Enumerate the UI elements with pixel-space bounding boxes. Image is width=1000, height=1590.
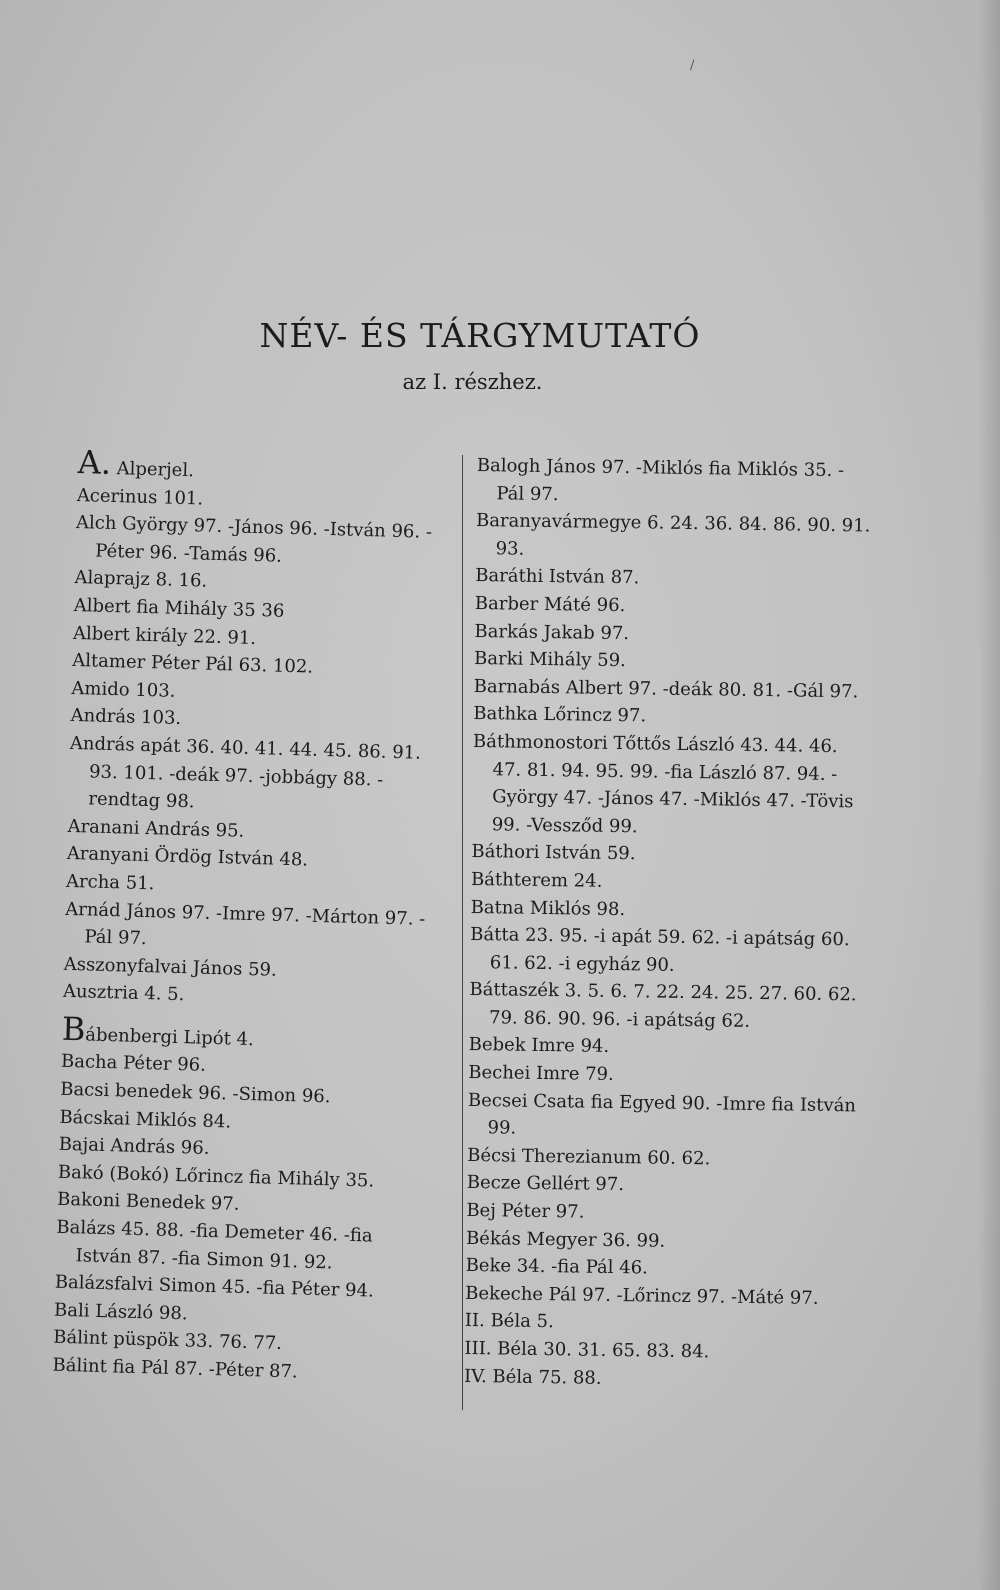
section-initial: A. (77, 443, 112, 482)
index-entry-text: Bakó (Bokó) Lőrincz fia Mihály 35. (57, 1161, 375, 1192)
index-entry: Báthmonostori Tőttős László 43. 44. 46. 47. 81. 94. 95. 99. -fia László 87. 94. -György 47. -János 47. -Miklós 47. -Tövis 99. -Vessződ 99. (472, 730, 854, 837)
index-entry: Beke 34. -fia Pál 46. (465, 1255, 648, 1279)
index-entry-text: Bálint püspök 33. 76. 77. (53, 1327, 283, 1355)
index-entry-text: Bajai András 96. (58, 1133, 210, 1160)
index-entry (55, 1214, 428, 1280)
index-column-right (464, 452, 872, 1396)
index-entry-text: Bálint fia Pál 87. -Péter 87. (52, 1354, 298, 1383)
index-entry: Báthori István 59. (471, 841, 636, 865)
index-entry: Bebek Imre 94. (468, 1034, 610, 1058)
index-entry-text: Alperjel. (110, 457, 195, 482)
index-entry-text: Albert király 22. 91. (72, 622, 257, 649)
index-entry: Báttaszék 3. 5. 6. 7. 22. 24. 25. 27. 60. 62. 79. 86. 90. 96. -i apátság 62. (469, 979, 857, 1032)
column-divider (462, 455, 463, 1410)
index-entry: Békás Megyer 36. 99. (465, 1227, 666, 1252)
index-entry-text: Ausztria 4. 5. (62, 981, 185, 1006)
index-entry: Barnabás Albert 97. -deák 80. 81. -Gál 97. (473, 675, 859, 703)
index-entry: Bekeche Pál 97. -Lőrincz 97. -Máté 97. (465, 1282, 819, 1309)
index-column-left (52, 443, 450, 1390)
index-entry-text: Asszonyfalvai János 59. (63, 953, 278, 981)
index-entry-text: Altamer Péter Pál 63. 102. (71, 650, 314, 678)
index-entry (75, 509, 448, 575)
page-title: NÉV- ÉS TÁRGYMUTATÓ (259, 316, 701, 356)
index-entry: Baráthi István 87. (475, 565, 640, 589)
index-entry: II. Béla 5. (464, 1310, 554, 1333)
index-entry-text: Balázs 45. 88. -fia Demeter 46. -fia István 87. -fia Simon 91. 92. (56, 1216, 373, 1274)
index-entry: Barber Máté 96. (474, 592, 626, 617)
index-entry: III. Béla 30. 31. 65. 83. 84. (464, 1337, 710, 1363)
index-entry-text: Bakoni Benedek 97. (56, 1189, 240, 1216)
index-entry-text: Amido 103. (71, 677, 176, 702)
index-entry-text: ábenbergi Lipót 4. (85, 1024, 255, 1051)
index-entry: Becsei Csata fia Egyed 90. -Imre fia István 99. (467, 1089, 857, 1139)
index-entry: Batna Miklós 98. (470, 896, 626, 920)
pencil-mark: / (690, 58, 695, 73)
index-entry (64, 895, 437, 961)
index-entry-text: Aranani András 95. (67, 815, 245, 842)
index-entry: Becze Gellért 97. (466, 1172, 625, 1196)
index-entry-text: Aranyani Ördög István 48. (66, 843, 309, 871)
index-entry: Báthterem 24. (470, 868, 603, 892)
index-entry-text: Alaprajz 8. 16. (74, 567, 208, 593)
index-entry-text: Bali László 98. (53, 1299, 188, 1325)
index-entry: Baranyavármegye 6. 24. 36. 84. 86. 90. 91. 93. (475, 510, 871, 560)
index-entry: Bathka Lőrincz 97. (473, 703, 647, 727)
index-entry-text: Albert fia Mihály 35 36 (73, 594, 285, 622)
index-entry (68, 730, 442, 823)
index-entry-text: András apát 36. 40. 41. 44. 45. 86. 91. 93. 101. -deák 97. -jobbágy 88. -rendtag 98. (69, 732, 422, 813)
index-entry: Bechei Imre 79. (468, 1062, 614, 1086)
index-entry-text: Arnád János 97. -Imre 97. -Márton 97. -Pál 97. (65, 898, 426, 950)
index-entry: Balogh János 97. -Miklós fia Miklós 35. -Pál 97. (476, 454, 845, 505)
index-entry: Bécsi Therezianum 60. 62. (467, 1144, 711, 1170)
index-entry: Barki Mihály 59. (473, 648, 626, 672)
page-subtitle: az I. részhez. (402, 370, 543, 394)
page-edge-shadow (978, 0, 1000, 1590)
index-entry-text: Archa 51. (65, 870, 155, 895)
index-entry-text: Balázsfalvi Simon 45. -fia Péter 94. (54, 1271, 374, 1302)
index-entry-text: Bácskai Miklós 84. (59, 1106, 232, 1133)
index-entry-text: András 103. (70, 705, 182, 730)
section-initial: B (61, 1009, 86, 1049)
index-entry: Bátta 23. 95. -i apát 59. 62. -i apátság 60. 61. 62. -i egyház 90. (470, 924, 850, 976)
index-entry-text: Acerinus 101. (76, 484, 204, 510)
index-entry: Barkás Jakab 97. (474, 620, 630, 644)
index-entry-text: Bacha Péter 96. (60, 1051, 207, 1077)
index-entry: IV. Béla 75. 88. (463, 1365, 602, 1389)
index-entry-text: Bacsi benedek 96. -Simon 96. (59, 1078, 331, 1108)
index-entry: Bej Péter 97. (466, 1199, 585, 1223)
index-entry-text: Alch György 97. -János 96. -István 96. -Péter 96. -Tamás 96. (75, 512, 433, 567)
